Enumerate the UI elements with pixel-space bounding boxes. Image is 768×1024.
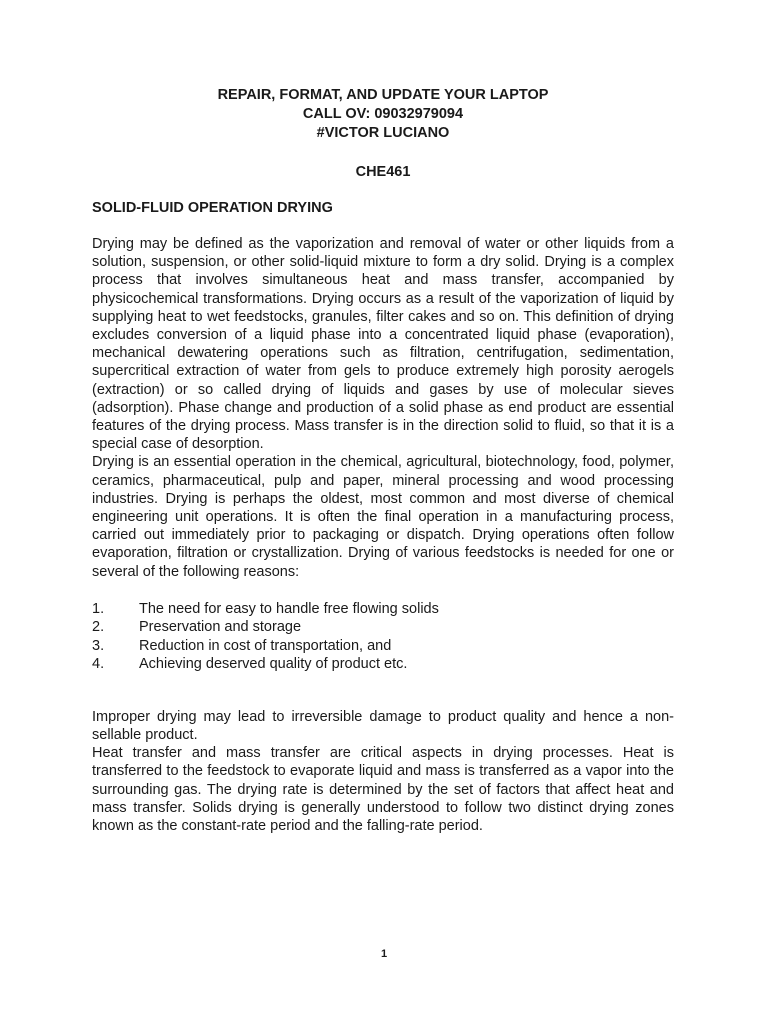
document-header <box>92 86 674 143</box>
list-item <box>92 600 674 619</box>
section-title: SOLID-FLUID OPERATION DRYING <box>92 200 333 216</box>
list-item <box>92 637 674 656</box>
list-item <box>92 655 674 674</box>
list-item-number: 4. <box>92 656 105 673</box>
list-item-text: Preservation and storage <box>139 619 302 636</box>
paragraph-improper-drying: Improper drying may lead to irreversible damage to product quality and hence a non-sellable product. <box>92 708 674 744</box>
paragraph-definition: Drying may be defined as the vaporization and removal of water or other liquids from a solution, suspension, or other solid-liquid mixture to form a dry solid. Drying is a complex process that involves simultaneous heat and mass transfer, accompanied by physicochemical transformations. Drying occurs as a result of the vaporization of liquid by supplying heat to wet feedstocks, granules, filter cakes and so on. This definition of drying excludes conversion of a liquid phase into a concentrated liquid phase (evaporation), mechanical dewatering operations such as filtration, centrifugation, sedimentation, supercritical extraction of water from gels to produce extremely high porosity aerogels (extraction) or so called drying of liquids and gases by use of molecular sieves (adsorption). Phase change and production of a solid phase as end product are essential features of the drying process. Mass transfer is in the direction solid to fluid, so that it is a special case of desorption. <box>92 236 674 453</box>
list-item-number: 2. <box>92 619 105 636</box>
header-line-1: REPAIR, FORMAT, AND UPDATE YOUR LAPTOP <box>217 87 549 103</box>
list-item-text: The need for easy to handle free flowing solids <box>139 600 439 617</box>
paragraph-importance: Drying is an essential operation in the chemical, agricultural, biotechnology, food, polymer, ceramics, pharmaceutical, pulp and paper, mineral processing and wood processing industries. Drying is perhaps the oldest, most common and most diverse of chemical engineering unit operations. It is often the final operation in a manufacturing process, carried out immediately prior to packaging or dispatch. Drying operations often follow evaporation, filtration or crystallization. Drying of various feedstocks is needed for one or several of the following reasons: <box>92 454 674 580</box>
page-number: 1 <box>380 948 388 960</box>
course-code: CHE461 <box>355 164 411 180</box>
list-item-number: 1. <box>92 600 105 617</box>
header-line-2: CALL OV: 09032979094 <box>302 106 464 122</box>
header-line-3: #VICTOR LUCIANO <box>316 125 450 141</box>
document-page <box>92 86 674 835</box>
list-item-number: 3. <box>92 637 105 654</box>
list-item-text: Reduction in cost of transportation, and <box>139 637 392 654</box>
reasons-list <box>92 600 674 674</box>
list-item-text: Achieving deserved quality of product etc. <box>139 656 408 673</box>
list-item <box>92 618 674 637</box>
paragraph-heat-mass-transfer: Heat transfer and mass transfer are critical aspects in drying processes. Heat is transferred to the feedstock to evaporate liquid and mass is transferred as a vapor into the surrounding gas. The drying rate is determined by the set of factors that affect heat and mass transfer. Solids drying is generally understood to follow two distinct drying zones known as the constant-rate period and the falling-rate period. <box>92 745 674 835</box>
